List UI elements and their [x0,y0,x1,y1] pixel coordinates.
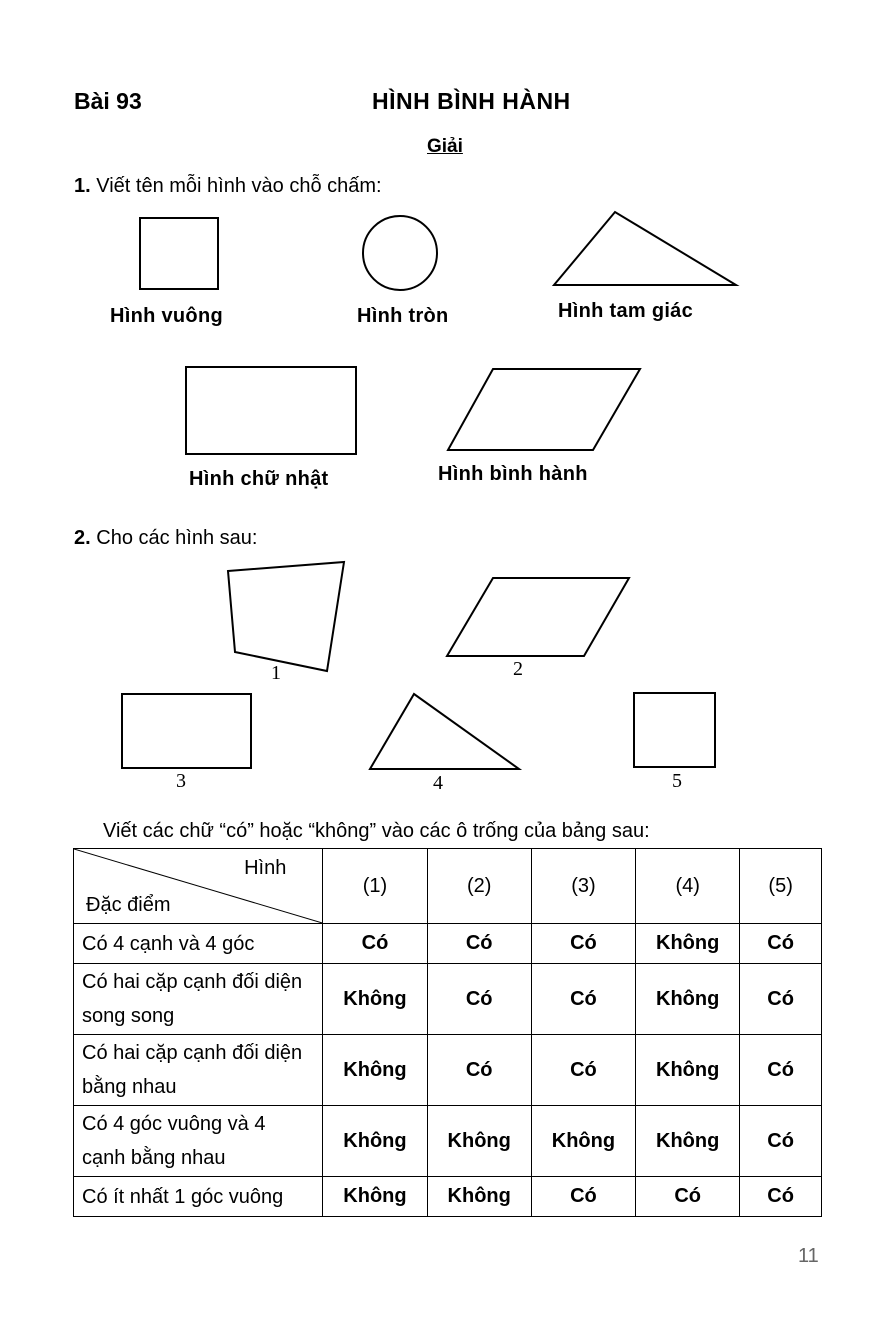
feature-cell: Có hai cặp cạnh đối diện bằng nhau [74,1035,323,1106]
answer-cell: Có [740,924,822,964]
shape-number-2: 2 [513,658,523,680]
answer-cell: Có [740,1106,822,1177]
feature-cell: Có ít nhất 1 góc vuông [74,1177,323,1217]
table-corner-cell [74,849,323,924]
table-header-row [74,849,822,924]
answer-cell: Không [636,924,740,964]
answer-cell: Có [636,1177,740,1217]
table-row [74,924,822,964]
answer-cell: Có [427,1035,531,1106]
answer-cell: Không [323,964,427,1035]
shape-4-triangle [370,694,519,769]
table-row [74,1177,822,1217]
answer-cell: Có [531,924,635,964]
answer-cell: Không [531,1106,635,1177]
table-instruction: Viết các chữ “có” hoặc “không” vào các ô trống của bảng sau: [103,820,650,842]
column-header-3: (3) [531,849,635,924]
circle-shape [363,216,437,290]
answer-cell: Có [531,964,635,1035]
label-parallelogram: Hình bình hành [438,463,588,485]
triangle-shape [554,212,736,285]
square-shape [140,218,218,289]
answer-cell: Có [531,1177,635,1217]
answer-cell: Có [531,1035,635,1106]
question-1-number: 1. [74,175,91,197]
question-2-number: 2. [74,527,91,549]
feature-cell: Có 4 cạnh và 4 góc [74,924,323,964]
feature-cell: Có 4 góc vuông và 4 cạnh bằng nhau [74,1106,323,1177]
question-1-text: Viết tên mỗi hình vào chỗ chấm: [96,175,382,197]
table-row [74,1106,822,1177]
shape-2-parallelogram [447,578,629,656]
column-header-5: (5) [740,849,822,924]
answer-cell: Không [636,1035,740,1106]
answer-cell: Không [427,1106,531,1177]
answer-cell: Không [323,1106,427,1177]
parallelogram-shape [448,369,640,450]
column-header-1: (1) [323,849,427,924]
rectangle-shape [186,367,356,454]
corner-label-feature: Đặc điểm [86,894,171,916]
feature-cell: Có hai cặp cạnh đối diện song song [74,964,323,1035]
answer-cell: Không [636,964,740,1035]
page-number: 11 [798,1245,819,1267]
features-table [73,848,822,1217]
shape-number-1: 1 [271,662,281,684]
lesson-number: Bài 93 [74,88,142,114]
shape-number-5: 5 [672,770,682,792]
table-row [74,964,822,1035]
label-triangle: Hình tam giác [558,300,694,322]
answer-cell: Không [323,1177,427,1217]
answer-cell: Có [427,964,531,1035]
answer-cell: Có [427,924,531,964]
solution-heading: Giải [427,136,463,157]
table-row [74,1035,822,1106]
label-circle: Hình tròn [357,305,449,327]
column-header-2: (2) [427,849,531,924]
answer-cell: Không [427,1177,531,1217]
corner-label-shape: Hình [244,857,287,879]
answer-cell: Có [323,924,427,964]
question-2 [74,527,257,550]
answer-cell: Không [636,1106,740,1177]
shape-1-quadrilateral [228,562,344,671]
shape-5-square [634,693,715,767]
column-header-4: (4) [636,849,740,924]
shape-number-4: 4 [433,772,443,794]
page-title: HÌNH BÌNH HÀNH [372,88,571,114]
label-square: Hình vuông [110,305,223,327]
shape-3-rectangle [122,694,251,768]
answer-cell: Có [740,1035,822,1106]
label-rectangle: Hình chữ nhật [189,468,329,490]
answer-cell: Không [323,1035,427,1106]
answer-cell: Có [740,964,822,1035]
answer-cell: Có [740,1177,822,1217]
question-2-text: Cho các hình sau: [96,527,258,549]
shape-number-3: 3 [176,770,186,792]
